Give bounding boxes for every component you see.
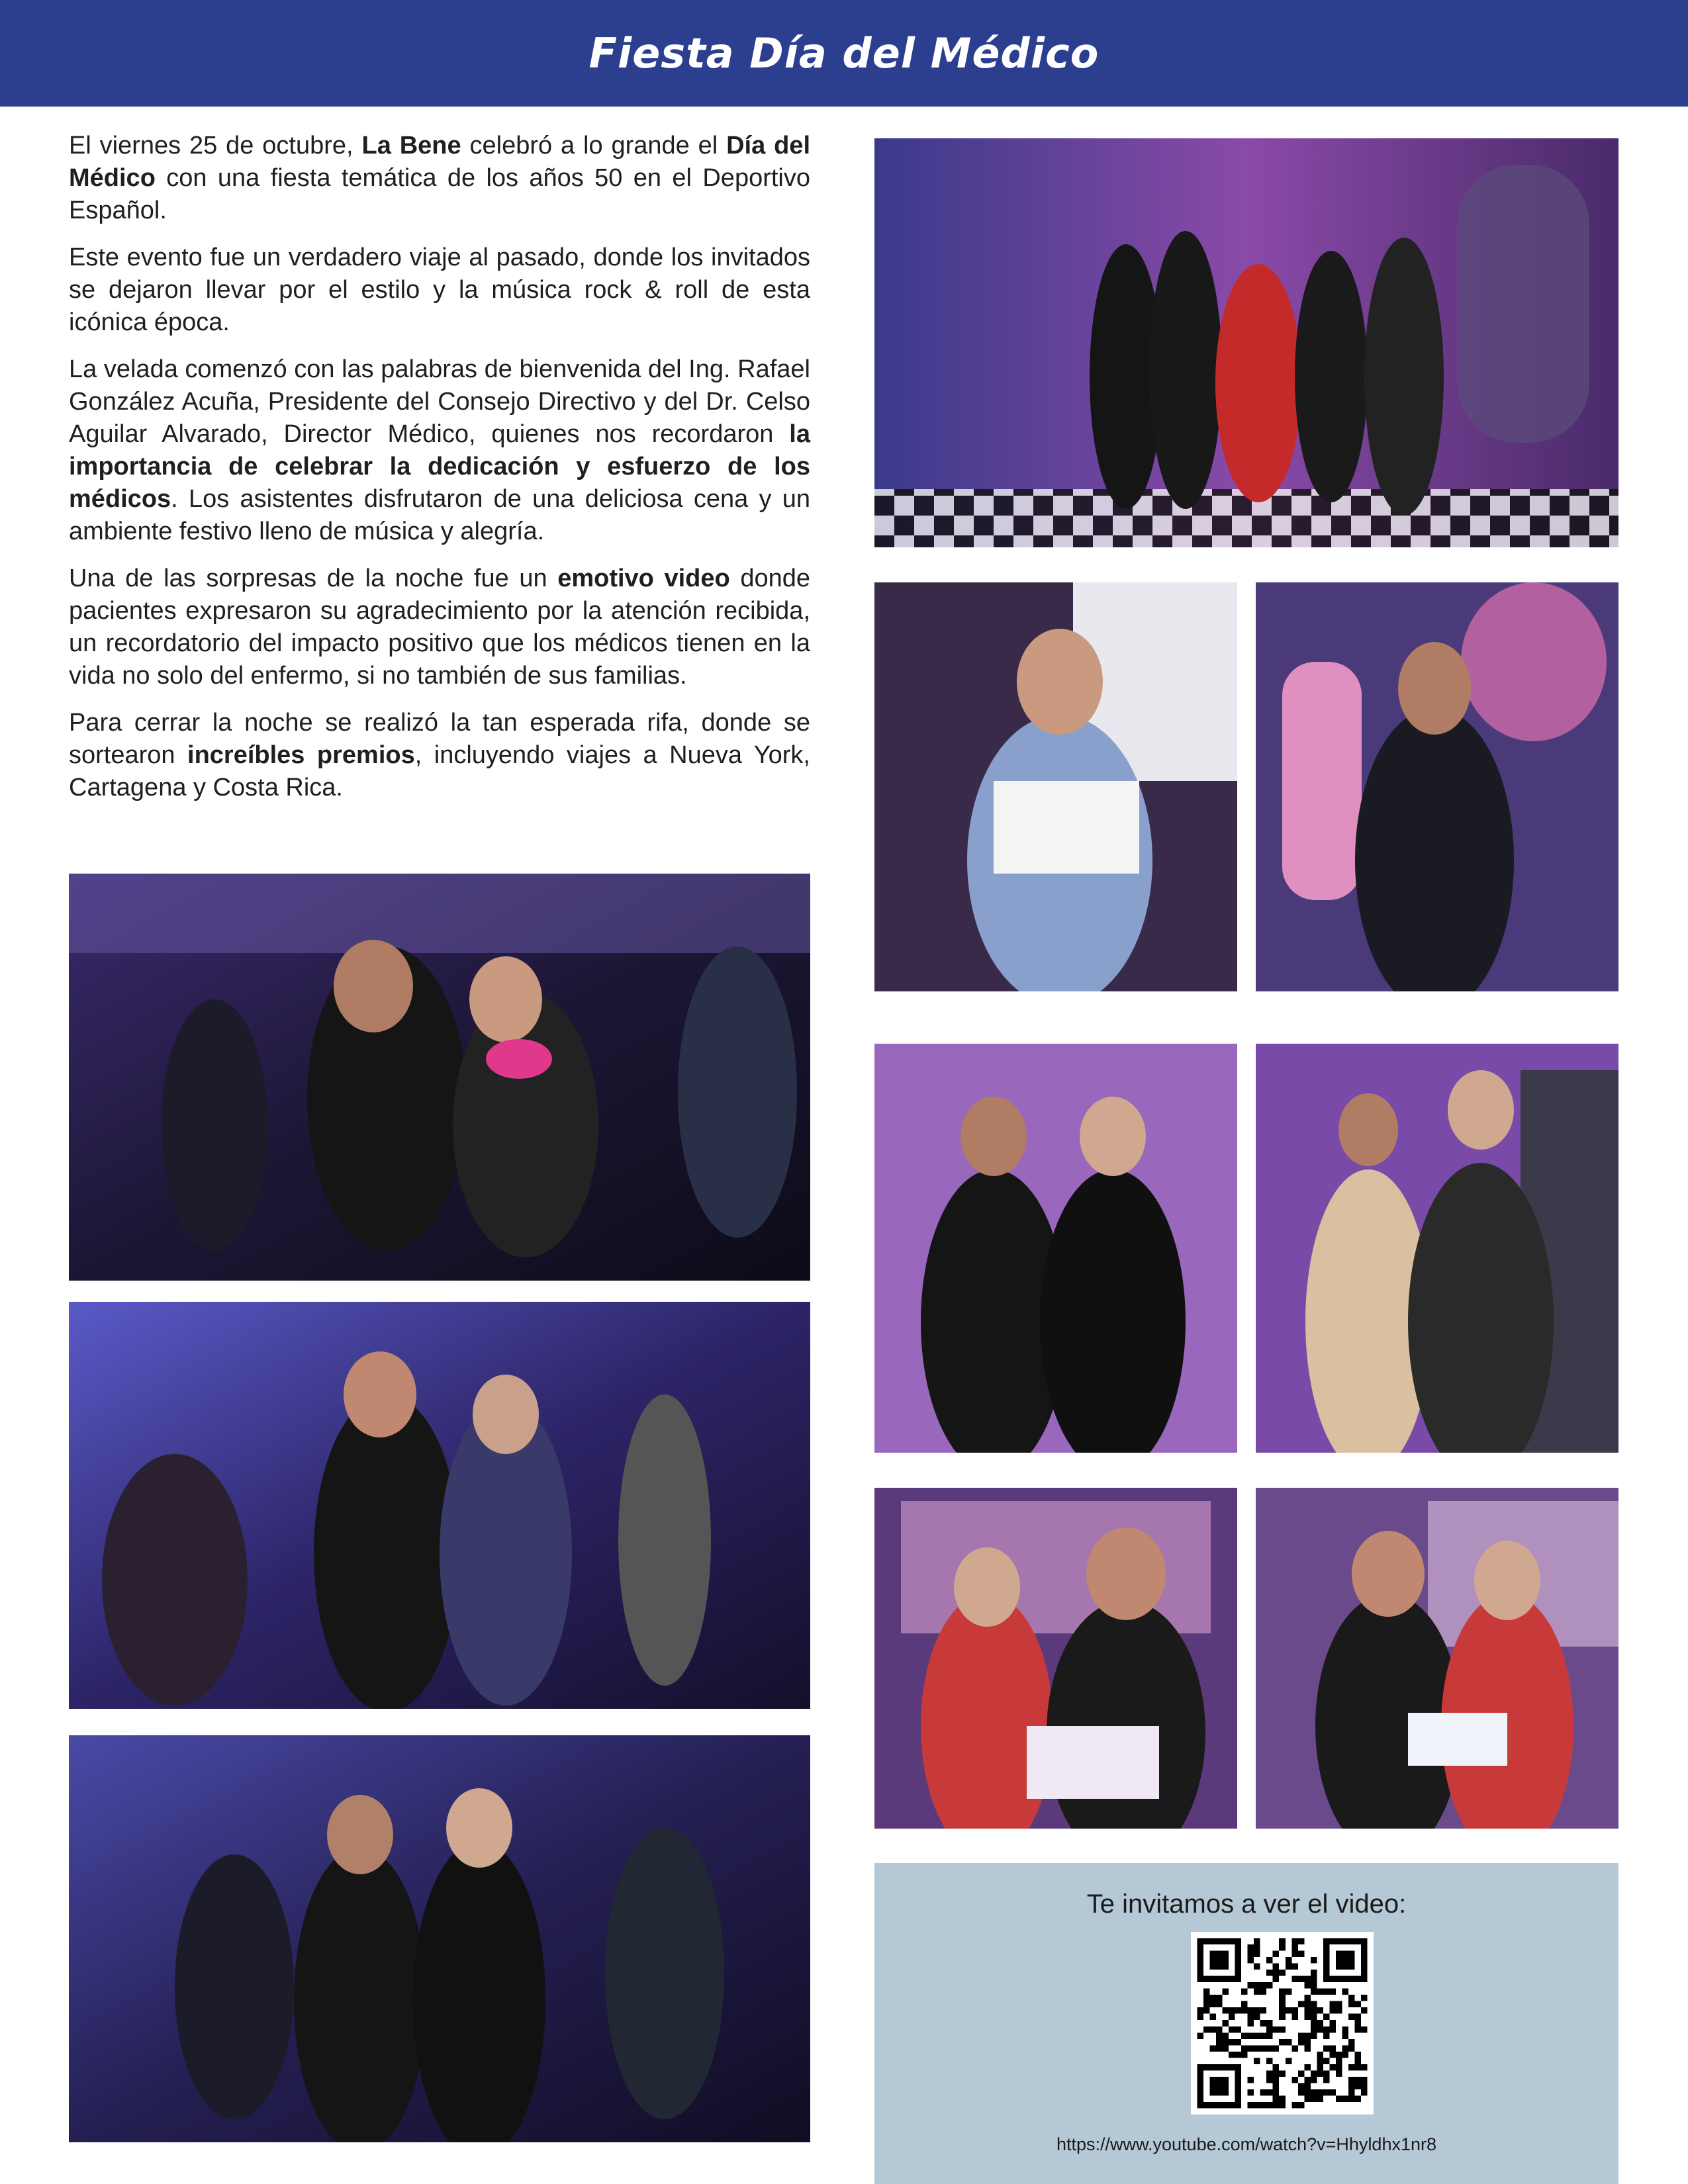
video-qr-code[interactable] [1191,1932,1374,2115]
video-invite-box [874,1863,1618,2184]
photo-raffle-winner-1 [874,1488,1237,1829]
header-band [0,0,1688,107]
photo-raffle-winner-2 [1256,1488,1618,1829]
video-invite-title: Te invitamos a ver el video: [1086,1889,1407,1919]
paragraph-2: Este evento fue un verdadero viaje al pasado, donde los invitados se dejaron llevar por el estilo y la música rock & roll de esta icónica época. [69,244,810,336]
photo-speaker-1 [874,582,1237,991]
article-body [69,130,810,819]
photo-dancing-couple-3 [69,1735,810,2142]
photo-dancing-couple-1 [69,874,810,1281]
paragraph-3: La velada comenzó con las palabras de bienvenida del Ing. Rafael González Acuña, Presidente del Consejo Directivo y del Dr. Celso Aguilar Alvarado, Director Médico, quienes nos recordaron la importancia de celebrar la dedicación y esfuerzo de los médicos. Los asistentes disfrutaron de una deliciosa cena y un ambiente festivo lleno de música y alegría. [69,355,810,545]
photo-speaker-2 [1256,582,1618,991]
paragraph-4: Una de las sorpresas de la noche fue un emotivo video donde pacientes expresaron su agradecimiento por la atención recibida, un recordatorio del impacto positivo que los médicos tienen en la vida no solo del enfermo, si no también de sus familias. [69,565,811,690]
photo-group-stage [874,138,1618,547]
photo-couple-backdrop-2 [1256,1044,1618,1453]
photo-couple-backdrop-1 [874,1044,1237,1453]
page-title: Fiesta Día del Médico [588,29,1100,77]
paragraph-1: El viernes 25 de octubre, La Bene celebró a lo grande el Día del Médico con una fiesta temática de los años 50 en el Deportivo Español. [69,132,810,224]
photo-dancing-couple-2 [69,1302,810,1709]
paragraph-5: Para cerrar la noche se realizó la tan esperada rifa, donde se sortearon increíbles premios, incluyendo viajes a Nueva York, Cartagena y Costa Rica. [69,709,810,801]
video-url-link[interactable]: https://www.youtube.com/watch?v=Hhyldhx1nr8 [1056,2134,1437,2154]
